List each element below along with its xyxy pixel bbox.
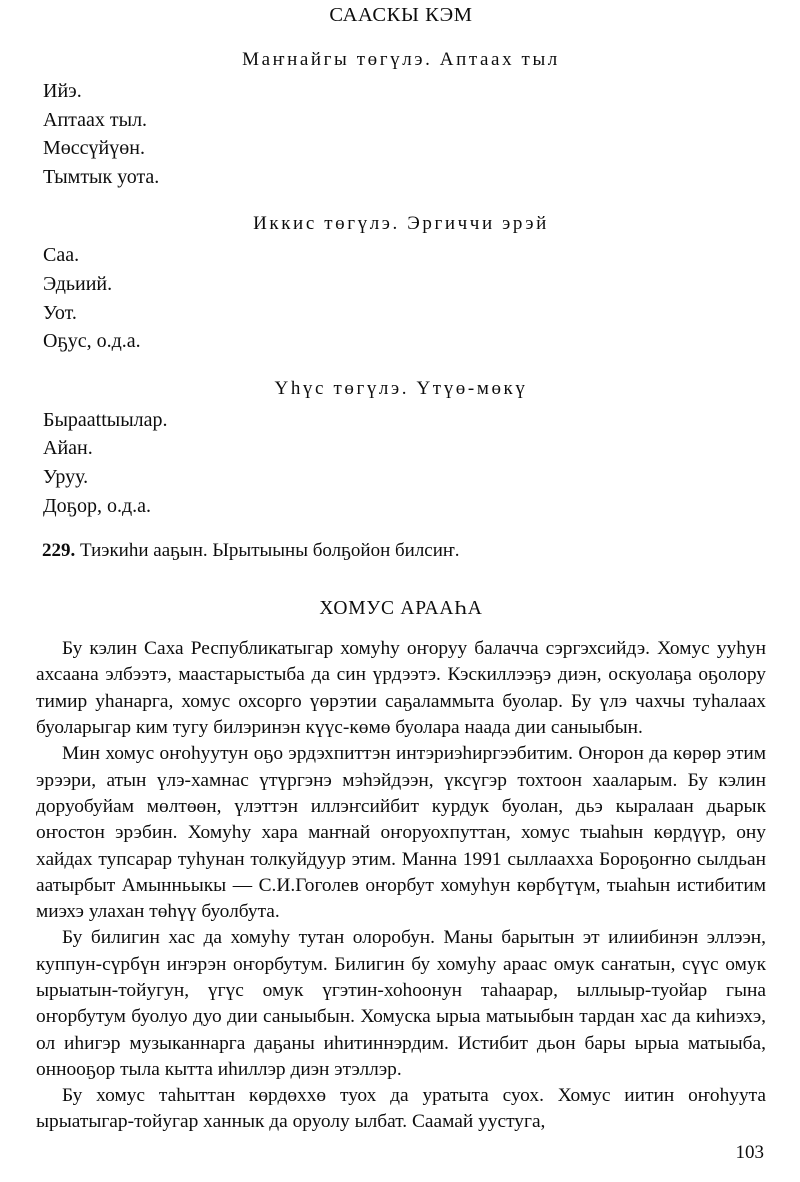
word-list (36, 241, 766, 355)
scene-heading-ordinal: Маҥнайгы (242, 49, 350, 70)
list-item: Айан. (43, 437, 93, 460)
scene-heading-title: төгүлэ. Үтүө-мөкү (333, 377, 528, 399)
document-page (0, 4, 800, 1182)
scene-heading-ordinal: Үһүс (274, 377, 327, 399)
list-item: Саа. (43, 244, 80, 267)
list-item: Мөссүйүөн. (43, 137, 145, 160)
list-item: Оҕус, о.д.а. (43, 330, 141, 353)
list-item: Аптаах тыл. (43, 108, 148, 131)
list-item: Ийэ. (43, 80, 82, 102)
list-item: Доҕор, о.д.а. (43, 494, 151, 517)
paragraph: Бу хомус таһыттан көрдөххө туох да уратыта суох. Хомус иитин оҥоһуута ырыатыгар-тойугар ханнык да оруолу ылбат. Саамай уустуга, (36, 1085, 766, 1133)
word-list (36, 77, 766, 191)
scene-heading (36, 213, 766, 235)
paragraph: Бу кэлин Саха Республикатыгар хомуһу оҥоруу балачча сэргэхсийдэ. Хомус ууһун ахсаана элбээтэ, маастарыстыба да син үрдээтэ. Кэскиллээҕэ диэн, оскуолаҕа оҕолору тимир уһанарга, хомус охсорго үөрэтии саҕаламмыта буолар. Бу үлэ чахчы туһалаах буоларыгар ким тугу билэринэн күүс-көмө буолара наада дии саныыбын. (36, 638, 766, 739)
scene-heading (36, 378, 766, 400)
scene-heading (36, 49, 766, 71)
scene-block (36, 213, 766, 355)
list-item: Тымтык уота. (43, 165, 160, 188)
scene-heading-title: төгүлэ. Аптаах тыл (356, 49, 560, 70)
paragraph: Мин хомус оҥоһуутун оҕо эрдэхпиттэн интэриэһиргээбитим. Оҥорон да көрөр этим эрээри, атын үлэ-хамнас үтүргэнэ мэһэйдээн, үксүгэр тохтоон хааларым. Бу кэлин доруобуйам мөлтөөн, үлэттэн иллэҥсийбит курдук буолан, дьэ кыралаан дьарык оҥостон эрэбин. Хомуһу хара маҥнай оҥоруохпуттан, хомус тыаһын көрдүүр, ону хайдах тупсарар туһунан толкуйдуур этим. Манна 1991 сыллаахха Бороҕоҥно сылдьан аатырбыт Амынньыкы — С.И.Гоголев оҥорбут хомуһун көрбүтүм, тыаһын истибитим миэхэ улахан төһүү буолбута. (36, 743, 766, 923)
list-item: Эдьиий. (43, 272, 113, 295)
exercise-text: Тиэкиһи ааҕын. Ырытыыны болҕойон билсиҥ. (80, 540, 460, 562)
page-number: 103 (735, 1142, 764, 1163)
scene-heading-title: төгүлэ. Эргиччи эрэй (324, 213, 549, 235)
scene-block (36, 49, 766, 191)
scene-heading-ordinal: Иккис (253, 213, 317, 235)
word-list (36, 406, 766, 520)
exercise-line (42, 537, 766, 564)
page-title: СААСКЫ КЭМ (329, 4, 473, 26)
list-item: Уруу. (43, 465, 89, 488)
list-item: Уот. (43, 301, 77, 324)
paragraph: Бу билигин хас да хомуһу тутан олоробун. Маны барытын эт илиибинэн эллээн, куппун-сүрбүн иҥэрэн оҥорбутум. Билигин бу хомуһу араас омук саҥатын, сүүс омук ырыатын-тойугун, үгүс омук үгэтин-хоһоонун таһаарар, ыллыыр-туойар гына оҥорбутум буолуо дуо дии саныыбын. Хомуска ырыа матыыбын тардан хас да киһиэхэ, ол иһигэр музыканнарга даҕаны иһитиннэрдим. Истибит дьон бары ырыа матыыба, оннооҕор тыла кытта иһиллэр диэн этэллэр. (36, 927, 766, 1080)
exercise-number: 229. (42, 540, 76, 562)
article-title: ХОМУС АРААҺА (319, 598, 483, 620)
scene-block (36, 378, 766, 520)
list-item: Быраattыылар. (43, 408, 168, 431)
article-body (36, 636, 766, 1136)
